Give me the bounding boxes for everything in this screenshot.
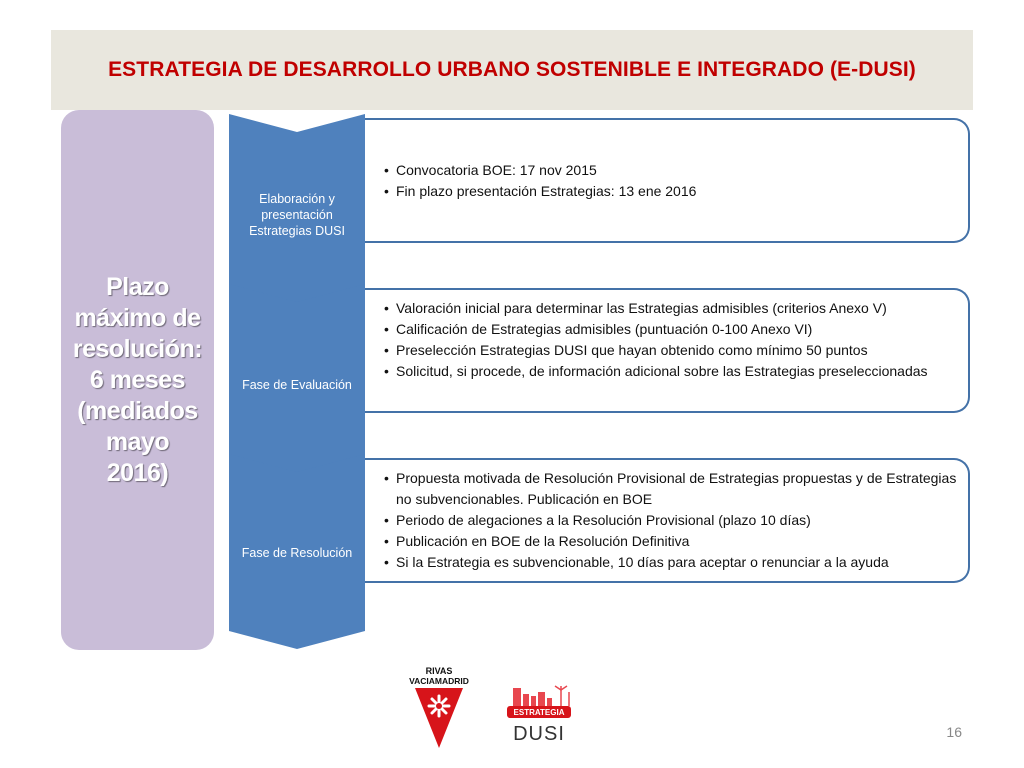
- bullet: • Fin plazo presentación Estrategias: 13 ene 2016: [384, 181, 968, 202]
- bullet: • Propuesta motivada de Resolución Provisional de Estrategias propuestas y de Estrategias no subvencionables. Publicación en BOE: [384, 468, 968, 510]
- dusi-logo: [503, 682, 577, 744]
- bullet: • Publicación en BOE de la Resolución Definitiva: [384, 531, 968, 552]
- bullet: • Convocatoria BOE: 17 nov 2015: [384, 160, 968, 181]
- slide-title: ESTRATEGIA DE DESARROLLO URBANO SOSTENIBLE E INTEGRADO (E-DUSI): [108, 58, 916, 81]
- rivas-vaciamadrid-logo: [399, 664, 479, 750]
- phase-1-label: Elaboración y presentación Estrategias DUSI: [249, 192, 345, 238]
- rivas-logo-line2: VACIAMADRID: [409, 676, 469, 686]
- phase-1-box: [350, 118, 970, 243]
- bullet: • Valoración inicial para determinar las Estrategias admisibles (criterios Anexo V): [384, 298, 968, 319]
- bullet: • Preselección Estrategias DUSI que hayan obtenido como mínimo 50 puntos: [384, 340, 968, 361]
- city-skyline-icon: [513, 686, 569, 706]
- dusi-wordmark: DUSI: [513, 723, 565, 744]
- side-panel-text: Plazo máximo de resolución: 6 meses (mediados mayo 2016): [72, 272, 203, 487]
- bullet: • Calificación de Estrategias admisibles (puntuación 0-100 Anexo VI): [384, 319, 968, 340]
- phase-2-bullets: [350, 298, 968, 382]
- phase-1-bullets: [350, 160, 968, 202]
- dusi-badge-text: ESTRATEGIA: [513, 708, 565, 717]
- phase-2-box: [350, 288, 970, 413]
- bullet: • Solicitud, si procede, de información adicional sobre las Estrategias preseleccionadas: [384, 361, 968, 382]
- rivas-logo-line1: RIVAS: [425, 666, 453, 676]
- title-bar: [51, 30, 973, 110]
- bullet: • Si la Estrategia es subvencionable, 10 días para aceptar o renunciar a la ayuda: [384, 552, 968, 573]
- phase-3-box: [350, 458, 970, 583]
- page-number: 16: [946, 724, 962, 740]
- phase-3-label: Fase de Resolución: [241, 546, 353, 560]
- side-panel: [61, 110, 214, 650]
- phase-2-label: Fase de Evaluación: [242, 378, 352, 392]
- phase-3-bullets: [350, 468, 968, 573]
- bullet: • Periodo de alegaciones a la Resolución Provisional (plazo 10 días): [384, 510, 968, 531]
